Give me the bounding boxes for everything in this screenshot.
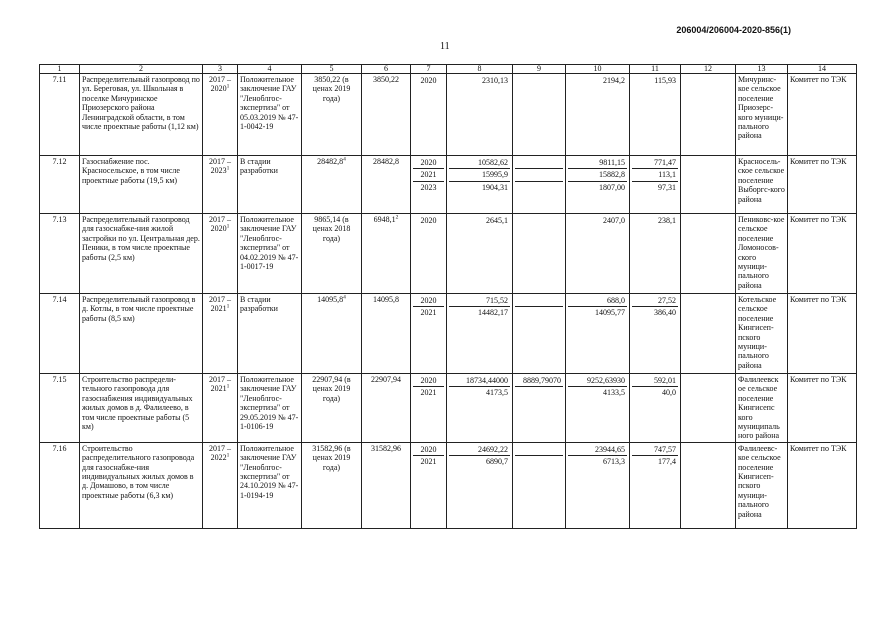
responsible-committee xyxy=(788,156,857,214)
total-cost xyxy=(362,74,411,156)
federal-funds-value xyxy=(515,444,563,455)
federal-funds-value xyxy=(515,306,563,318)
funding-total xyxy=(447,156,513,214)
document-id: 206004/206004-2020-856(1) xyxy=(676,25,791,35)
responsible-committee xyxy=(788,374,857,443)
implementation-period-text: 2017 – 2020 xyxy=(209,75,231,94)
funding-total xyxy=(447,374,513,443)
federal-funds-value xyxy=(515,157,563,168)
total-cost xyxy=(362,214,411,294)
recipient-text: Котельское сельское поселение Кингисеп-пского муници-пального района xyxy=(738,295,777,370)
estimated-cost xyxy=(302,74,362,156)
funding-total-value: 24692,22 xyxy=(478,444,508,454)
federal-funds xyxy=(513,294,566,374)
funding-total-value: 4173,5 xyxy=(449,386,510,398)
estimated-cost xyxy=(302,214,362,294)
responsible-committee xyxy=(788,442,857,528)
total-cost-text: 3850,22 xyxy=(373,75,399,84)
project-name xyxy=(80,156,203,214)
item-number-text: 7.15 xyxy=(52,375,67,384)
expert-conclusion-text: Положительное заключение ГАУ "Леноблгос-экспертиза" от 05.03.2019 № 47-1-0042-19 xyxy=(240,75,299,132)
estimated-cost-text: 31582,96 (в ценах 2019 года) xyxy=(312,443,351,472)
local-funds-value: 113,1 xyxy=(632,168,678,180)
local-funds-value: 40,0 xyxy=(632,386,678,398)
project-name xyxy=(80,374,203,443)
funding-total xyxy=(447,214,513,294)
regional-funds xyxy=(566,294,630,374)
implementation-period-text: 2017 – 2020 xyxy=(209,215,231,234)
total-cost-footnote: 2 xyxy=(395,214,399,221)
expert-conclusion xyxy=(238,294,302,374)
recipient xyxy=(736,294,788,374)
recipient xyxy=(736,156,788,214)
column-header-13: 13 xyxy=(736,65,788,74)
federal-funds-value xyxy=(515,75,563,86)
item-number xyxy=(40,442,80,528)
expert-conclusion xyxy=(238,214,302,294)
column-12-value xyxy=(681,214,736,294)
estimated-cost-text: 22907,94 (в ценах 2019 года) xyxy=(312,375,351,403)
federal-funds xyxy=(513,74,566,156)
funding-total-value: 2310,13 xyxy=(482,76,508,85)
implementation-period-footnote: 1 xyxy=(226,303,230,310)
implementation-period-footnote: 1 xyxy=(226,452,230,459)
year-value: 2021 xyxy=(413,306,444,318)
item-number xyxy=(40,156,80,214)
expert-conclusion-text: В стадии разработки xyxy=(240,157,278,176)
year xyxy=(411,74,447,156)
regional-funds xyxy=(566,214,630,294)
regional-funds xyxy=(566,374,630,443)
project-name-text: Строительство распредели-тельного газопровода для газоснабжения индивидуальных жилых домов в д. Фалилеево, в том числе проектные работы (5 км) xyxy=(82,375,193,432)
federal-funds-value xyxy=(515,181,563,193)
column-header-5: 5 xyxy=(302,65,362,74)
recipient xyxy=(736,214,788,294)
table-row xyxy=(40,374,857,443)
implementation-period-text: 2017 – 2023 xyxy=(209,157,231,176)
implementation-period-footnote: 1 xyxy=(226,165,230,172)
local-funds xyxy=(630,294,681,374)
column-12-value xyxy=(681,294,736,374)
item-number xyxy=(40,74,80,156)
project-name xyxy=(80,214,203,294)
year-value: 2021 xyxy=(413,168,444,180)
total-cost-text: 14095,8 xyxy=(373,295,399,304)
implementation-period-footnote: 1 xyxy=(226,383,230,390)
responsible-committee-text: Комитет по ТЭК xyxy=(790,443,847,453)
responsible-committee-text: Комитет по ТЭК xyxy=(790,295,847,304)
column-header-9: 9 xyxy=(513,65,566,74)
year-value: 2021 xyxy=(413,455,444,467)
column-12-value xyxy=(681,442,736,528)
estimated-cost xyxy=(302,374,362,443)
estimated-cost xyxy=(302,294,362,374)
funding-total xyxy=(447,442,513,528)
total-cost xyxy=(362,294,411,374)
column-12-value xyxy=(681,374,736,443)
item-number-text: 7.13 xyxy=(52,215,67,224)
expert-conclusion-text: Положительное заключение ГАУ "Леноблгос-экспертиза" от 24.10.2019 № 47-1-0194-19 xyxy=(240,443,299,500)
funding-total-value: 715,52 xyxy=(486,296,508,305)
local-funds-value: 771,47 xyxy=(654,158,676,167)
table-row xyxy=(40,442,857,528)
responsible-committee xyxy=(788,294,857,374)
total-cost-text: 28482,8 xyxy=(373,157,399,166)
recipient-text: Пениковс-кое сельское поселение Ломоносов-ского муници-пального района xyxy=(738,215,785,290)
federal-funds-value xyxy=(515,168,563,180)
federal-funds xyxy=(513,214,566,294)
table-row xyxy=(40,74,857,156)
local-funds xyxy=(630,156,681,214)
implementation-period xyxy=(203,214,238,294)
expert-conclusion-text: Положительное заключение ГАУ "Леноблгос-экспертиза" от 04.02.2019 № 47-1-0017-19 xyxy=(240,215,299,272)
year xyxy=(411,374,447,443)
regional-funds-value: 9252,63930 xyxy=(587,376,625,385)
local-funds-value: 177,4 xyxy=(632,455,678,467)
regional-funds-value: 688,0 xyxy=(607,296,625,305)
year-value: 2020 xyxy=(420,158,437,167)
expert-conclusion-text: В стадии разработки xyxy=(240,295,278,314)
funding-total-value: 1904,31 xyxy=(449,181,510,193)
column-header-2: 2 xyxy=(80,65,203,74)
local-funds xyxy=(630,442,681,528)
column-header-1: 1 xyxy=(40,65,80,74)
expert-conclusion xyxy=(238,74,302,156)
estimated-cost xyxy=(302,442,362,528)
expert-conclusion xyxy=(238,442,302,528)
column-12-value xyxy=(681,74,736,156)
page-number: 11 xyxy=(440,41,450,52)
year xyxy=(411,294,447,374)
column-number-row xyxy=(40,65,857,74)
year xyxy=(411,214,447,294)
column-header-4: 4 xyxy=(238,65,302,74)
responsible-committee-text: Комитет по ТЭК xyxy=(790,75,847,84)
table-row xyxy=(40,214,857,294)
regional-funds-value: 2194,2 xyxy=(603,76,625,85)
item-number xyxy=(40,294,80,374)
regional-funds-value: 23944,65 xyxy=(595,444,625,454)
regional-funds-value: 15882,8 xyxy=(568,168,627,180)
expert-conclusion-text: Положительное заключение ГАУ "Леноблгос-экспертиза" от 29.05.2019 № 47-1-0106-19 xyxy=(240,375,299,432)
local-funds-value: 238,1 xyxy=(658,216,676,225)
total-cost-text: 22907,94 xyxy=(371,375,401,384)
estimated-cost-text: 3850,22 (в ценах 2019 года) xyxy=(312,75,351,103)
implementation-period xyxy=(203,442,238,528)
responsible-committee xyxy=(788,214,857,294)
implementation-period-text: 2017 – 2022 xyxy=(209,443,231,463)
year-value: 2021 xyxy=(413,386,444,398)
responsible-committee-text: Комитет по ТЭК xyxy=(790,157,847,166)
column-header-6: 6 xyxy=(362,65,411,74)
total-cost xyxy=(362,374,411,443)
item-number-text: 7.12 xyxy=(52,157,67,166)
regional-funds-value: 14095,77 xyxy=(568,306,627,318)
expert-conclusion xyxy=(238,156,302,214)
federal-funds-value xyxy=(515,295,563,306)
funding-total-value: 14482,17 xyxy=(449,306,510,318)
recipient-text: Фалилеевск ое сельское поселение Кингисепс кого муниципаль ного района xyxy=(738,375,780,441)
funding-total xyxy=(447,294,513,374)
regional-funds xyxy=(566,74,630,156)
regional-funds xyxy=(566,156,630,214)
total-cost-text: 6948,1 xyxy=(373,215,396,224)
item-number-text: 7.11 xyxy=(52,75,67,84)
estimated-cost-footnote: 4 xyxy=(343,156,346,163)
funding-total-value: 15995,9 xyxy=(449,168,510,180)
local-funds-value: 97,31 xyxy=(632,181,678,193)
total-cost xyxy=(362,442,411,528)
local-funds xyxy=(630,374,681,443)
year-value: 2020 xyxy=(420,296,437,305)
responsible-committee-text: Комитет по ТЭК xyxy=(790,375,847,384)
funding-total-value: 2645,1 xyxy=(486,216,508,225)
local-funds-value: 27,52 xyxy=(658,296,676,305)
local-funds-value: 386,40 xyxy=(632,306,678,318)
implementation-period-footnote: 1 xyxy=(226,83,230,90)
implementation-period xyxy=(203,374,238,443)
regional-funds-value: 2407,0 xyxy=(603,216,625,225)
estimated-cost-text: 28482,8 xyxy=(317,157,344,166)
local-funds xyxy=(630,74,681,156)
federal-funds-value xyxy=(515,386,563,398)
funding-total xyxy=(447,74,513,156)
recipient-text: Фалилеевс-кое сельское поселение Кингисеп-пского муници-пального района xyxy=(738,443,781,519)
year-value: 2023 xyxy=(413,181,444,193)
regional-funds-value: 4133,5 xyxy=(568,386,627,398)
estimated-cost-text: 9865,14 (в ценах 2018 года) xyxy=(312,215,351,243)
column-header-3: 3 xyxy=(203,65,238,74)
column-12-value xyxy=(681,156,736,214)
item-number xyxy=(40,214,80,294)
total-cost xyxy=(362,156,411,214)
expert-conclusion xyxy=(238,374,302,443)
column-header-14: 14 xyxy=(788,65,857,74)
project-name-text: Строительство распределительного газопровода для газоснабже-ния индивидуальных жилых домов в д. Домашово, в том числе проектные работы (6,3 км) xyxy=(82,443,195,500)
year-value: 2020 xyxy=(420,216,437,225)
implementation-period-text: 2017 – 2021 xyxy=(209,295,231,314)
federal-funds xyxy=(513,156,566,214)
program-table xyxy=(39,64,857,529)
total-cost-text: 31582,96 xyxy=(371,443,401,453)
table-row xyxy=(40,294,857,374)
estimated-cost-footnote: 4 xyxy=(343,294,346,301)
column-header-10: 10 xyxy=(566,65,630,74)
item-number xyxy=(40,374,80,443)
year-value: 2020 xyxy=(420,444,437,454)
year-value: 2020 xyxy=(420,76,437,85)
funding-total-value: 6890,7 xyxy=(449,455,510,467)
item-number-text: 7.16 xyxy=(52,443,67,453)
federal-funds xyxy=(513,442,566,528)
column-header-8: 8 xyxy=(447,65,513,74)
implementation-period xyxy=(203,156,238,214)
project-name xyxy=(80,442,203,528)
federal-funds-value: 8889,79070 xyxy=(523,376,561,385)
estimated-cost xyxy=(302,156,362,214)
implementation-period xyxy=(203,294,238,374)
local-funds-value: 592,01 xyxy=(654,376,676,385)
recipient xyxy=(736,442,788,528)
recipient-text: Красносель-ское сельское поселение Выборгс-кого района xyxy=(738,157,785,204)
federal-funds-value xyxy=(515,215,563,226)
estimated-cost-text: 14095,8 xyxy=(317,295,344,304)
implementation-period-text: 2017 – 2021 xyxy=(209,375,231,394)
project-name xyxy=(80,294,203,374)
regional-funds xyxy=(566,442,630,528)
funding-total-value: 10582,62 xyxy=(478,158,508,167)
responsible-committee xyxy=(788,74,857,156)
item-number-text: 7.14 xyxy=(52,295,67,304)
responsible-committee-text: Комитет по ТЭК xyxy=(790,215,847,224)
local-funds-value: 115,93 xyxy=(654,76,676,85)
regional-funds-value: 1807,00 xyxy=(568,181,627,193)
regional-funds-value: 9811,15 xyxy=(599,158,625,167)
year-value: 2020 xyxy=(420,376,437,385)
recipient xyxy=(736,74,788,156)
column-header-7: 7 xyxy=(411,65,447,74)
implementation-period-footnote: 1 xyxy=(226,223,230,230)
implementation-period xyxy=(203,74,238,156)
project-name-text: Распределительный газопровод для газоснабже-ния жилой застройки по ул. Центральная дер. Пеники, в том числе проектные работы (2,5 км) xyxy=(82,215,200,262)
recipient xyxy=(736,374,788,443)
project-name-text: Газоснабжение пос. Красносельское, в том числе проектные работы (19,5 км) xyxy=(82,157,180,185)
federal-funds xyxy=(513,374,566,443)
project-name-text: Распределительный газопровод в д. Котлы, в том числе проектные работы (8,5 км) xyxy=(82,295,196,323)
column-header-11: 11 xyxy=(630,65,681,74)
year xyxy=(411,442,447,528)
funding-total-value: 18734,44000 xyxy=(466,376,508,385)
column-header-12: 12 xyxy=(681,65,736,74)
local-funds-value: 747,57 xyxy=(654,444,676,454)
table-row xyxy=(40,156,857,214)
project-name xyxy=(80,74,203,156)
regional-funds-value: 6713,3 xyxy=(568,455,627,467)
local-funds xyxy=(630,214,681,294)
project-name-text: Распределительный газопровод по ул. Береговая, ул. Школьная в поселке Мичуринское Приозерского района Ленинградской области, в том числе проектные работы (1,12 км) xyxy=(82,75,200,132)
recipient-text: Мичуринс-кое сельское поселение Приозерс-кого муници-пального района xyxy=(738,75,784,141)
federal-funds-value xyxy=(515,455,563,467)
year xyxy=(411,156,447,214)
